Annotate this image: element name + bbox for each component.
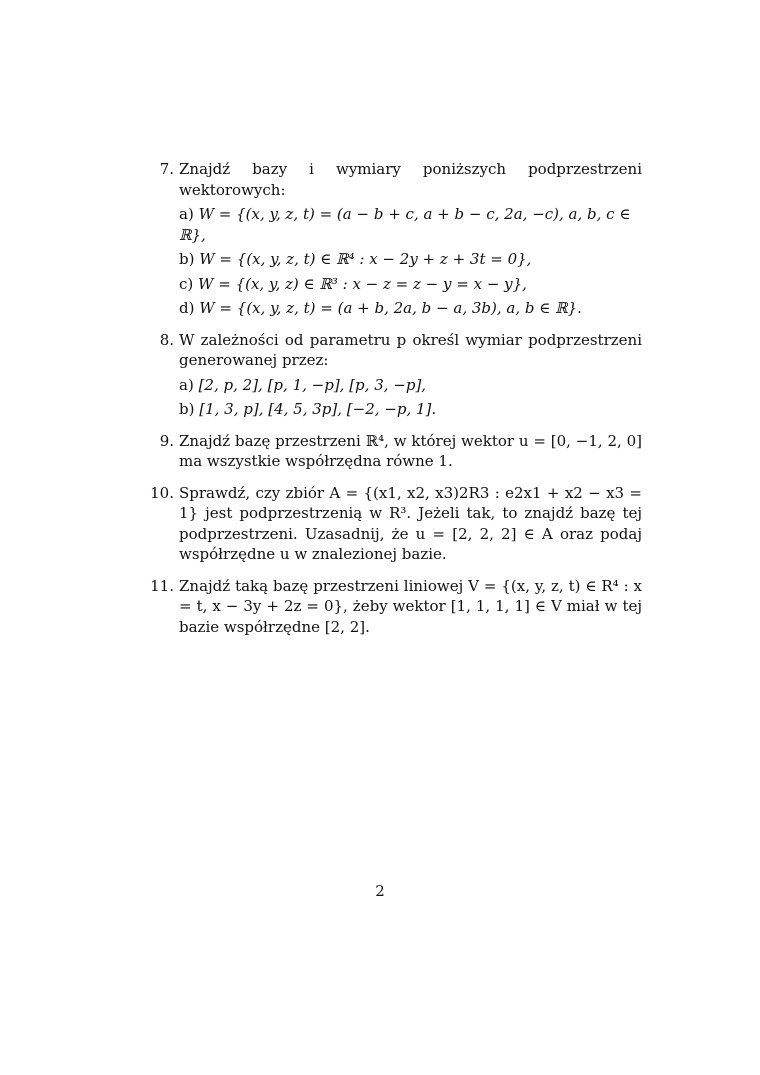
problem-text: Znajdź taką bazę przestrzeni liniowej V = {(x, y, z, t) ∈ R⁴ : x = t, x − 3y + 2z = 0}, żeby wektor [1, 1, 1, 1] ∈ V miał w tej bazie współrzędne [2, 2]. [179, 576, 642, 636]
problem-number: 7. [159, 160, 174, 178]
subitem-list [179, 375, 642, 420]
subitem-label: b) [179, 400, 195, 418]
problem-number: 9. [159, 431, 174, 450]
problem-text: Sprawdź, czy zbiór A = {(x1, x2, x3)2R3 : e2x1 + x2 − x3 = 1} jest podprzestrzenią w R³. Jeżeli tak, to znajdź bazę tej podprzestrzeni. Uzasadnij, że u = [2, 2, 2] ∈ A oraz podaj współrzędne u w znalezionej bazie. [179, 483, 642, 563]
subitem-d [179, 298, 642, 319]
subitem-text: W = {(x, y, z, t) = (a + b, 2a, b − a, 3b), a, b ∈ ℝ}. [199, 299, 582, 317]
subitem-text: [1, 3, p], [4, 5, 3p], [−2, −p, 1]. [199, 400, 437, 418]
problem-9 [150, 431, 642, 472]
subitem-label: b) [179, 250, 195, 268]
subitem-list [179, 204, 642, 319]
problem-text: Znajdź bazę przestrzeni ℝ⁴, w której wektor u = [0, −1, 2, 0] ma wszystkie współrzędna równe 1. [179, 431, 642, 470]
problem-10 [150, 483, 642, 565]
subitem-text: W = {(x, y, z, t) ∈ ℝ⁴ : x − 2y + z + 3t = 0}, [199, 250, 532, 268]
problem-list [150, 159, 642, 648]
page-number: 2 [375, 882, 385, 900]
subitem-b [179, 249, 642, 270]
subitem-text: W = {(x, y, z) ∈ ℝ³ : x − z = z − y = x − y}, [198, 274, 527, 293]
problem-8 [150, 330, 642, 420]
problem-number: 11. [150, 576, 174, 595]
problem-7 [150, 159, 642, 319]
subitem-a [179, 375, 642, 396]
subitem-b [179, 399, 642, 420]
problem-text: Znajdź bazy i wymiary poniższych podprzestrzeni wektorowych: [179, 160, 642, 199]
problem-number: 10. [150, 483, 174, 502]
subitem-a [179, 204, 642, 245]
subitem-text: [2, p, 2], [p, 1, −p], [p, 3, −p], [198, 375, 427, 394]
problem-number: 8. [159, 330, 174, 349]
problem-11 [150, 576, 642, 638]
subitem-label: a) [179, 375, 194, 394]
subitem-c [179, 274, 642, 295]
subitem-label: c) [179, 274, 194, 293]
problem-text: W zależności od parametru p określ wymiar podprzestrzeni generowanej przez: [179, 330, 642, 369]
subitem-text: W = {(x, y, z, t) = (a − b + c, a + b − c, 2a, −c), a, b, c ∈ ℝ}, [179, 205, 631, 244]
subitem-label: d) [179, 299, 195, 317]
subitem-label: a) [179, 205, 194, 223]
